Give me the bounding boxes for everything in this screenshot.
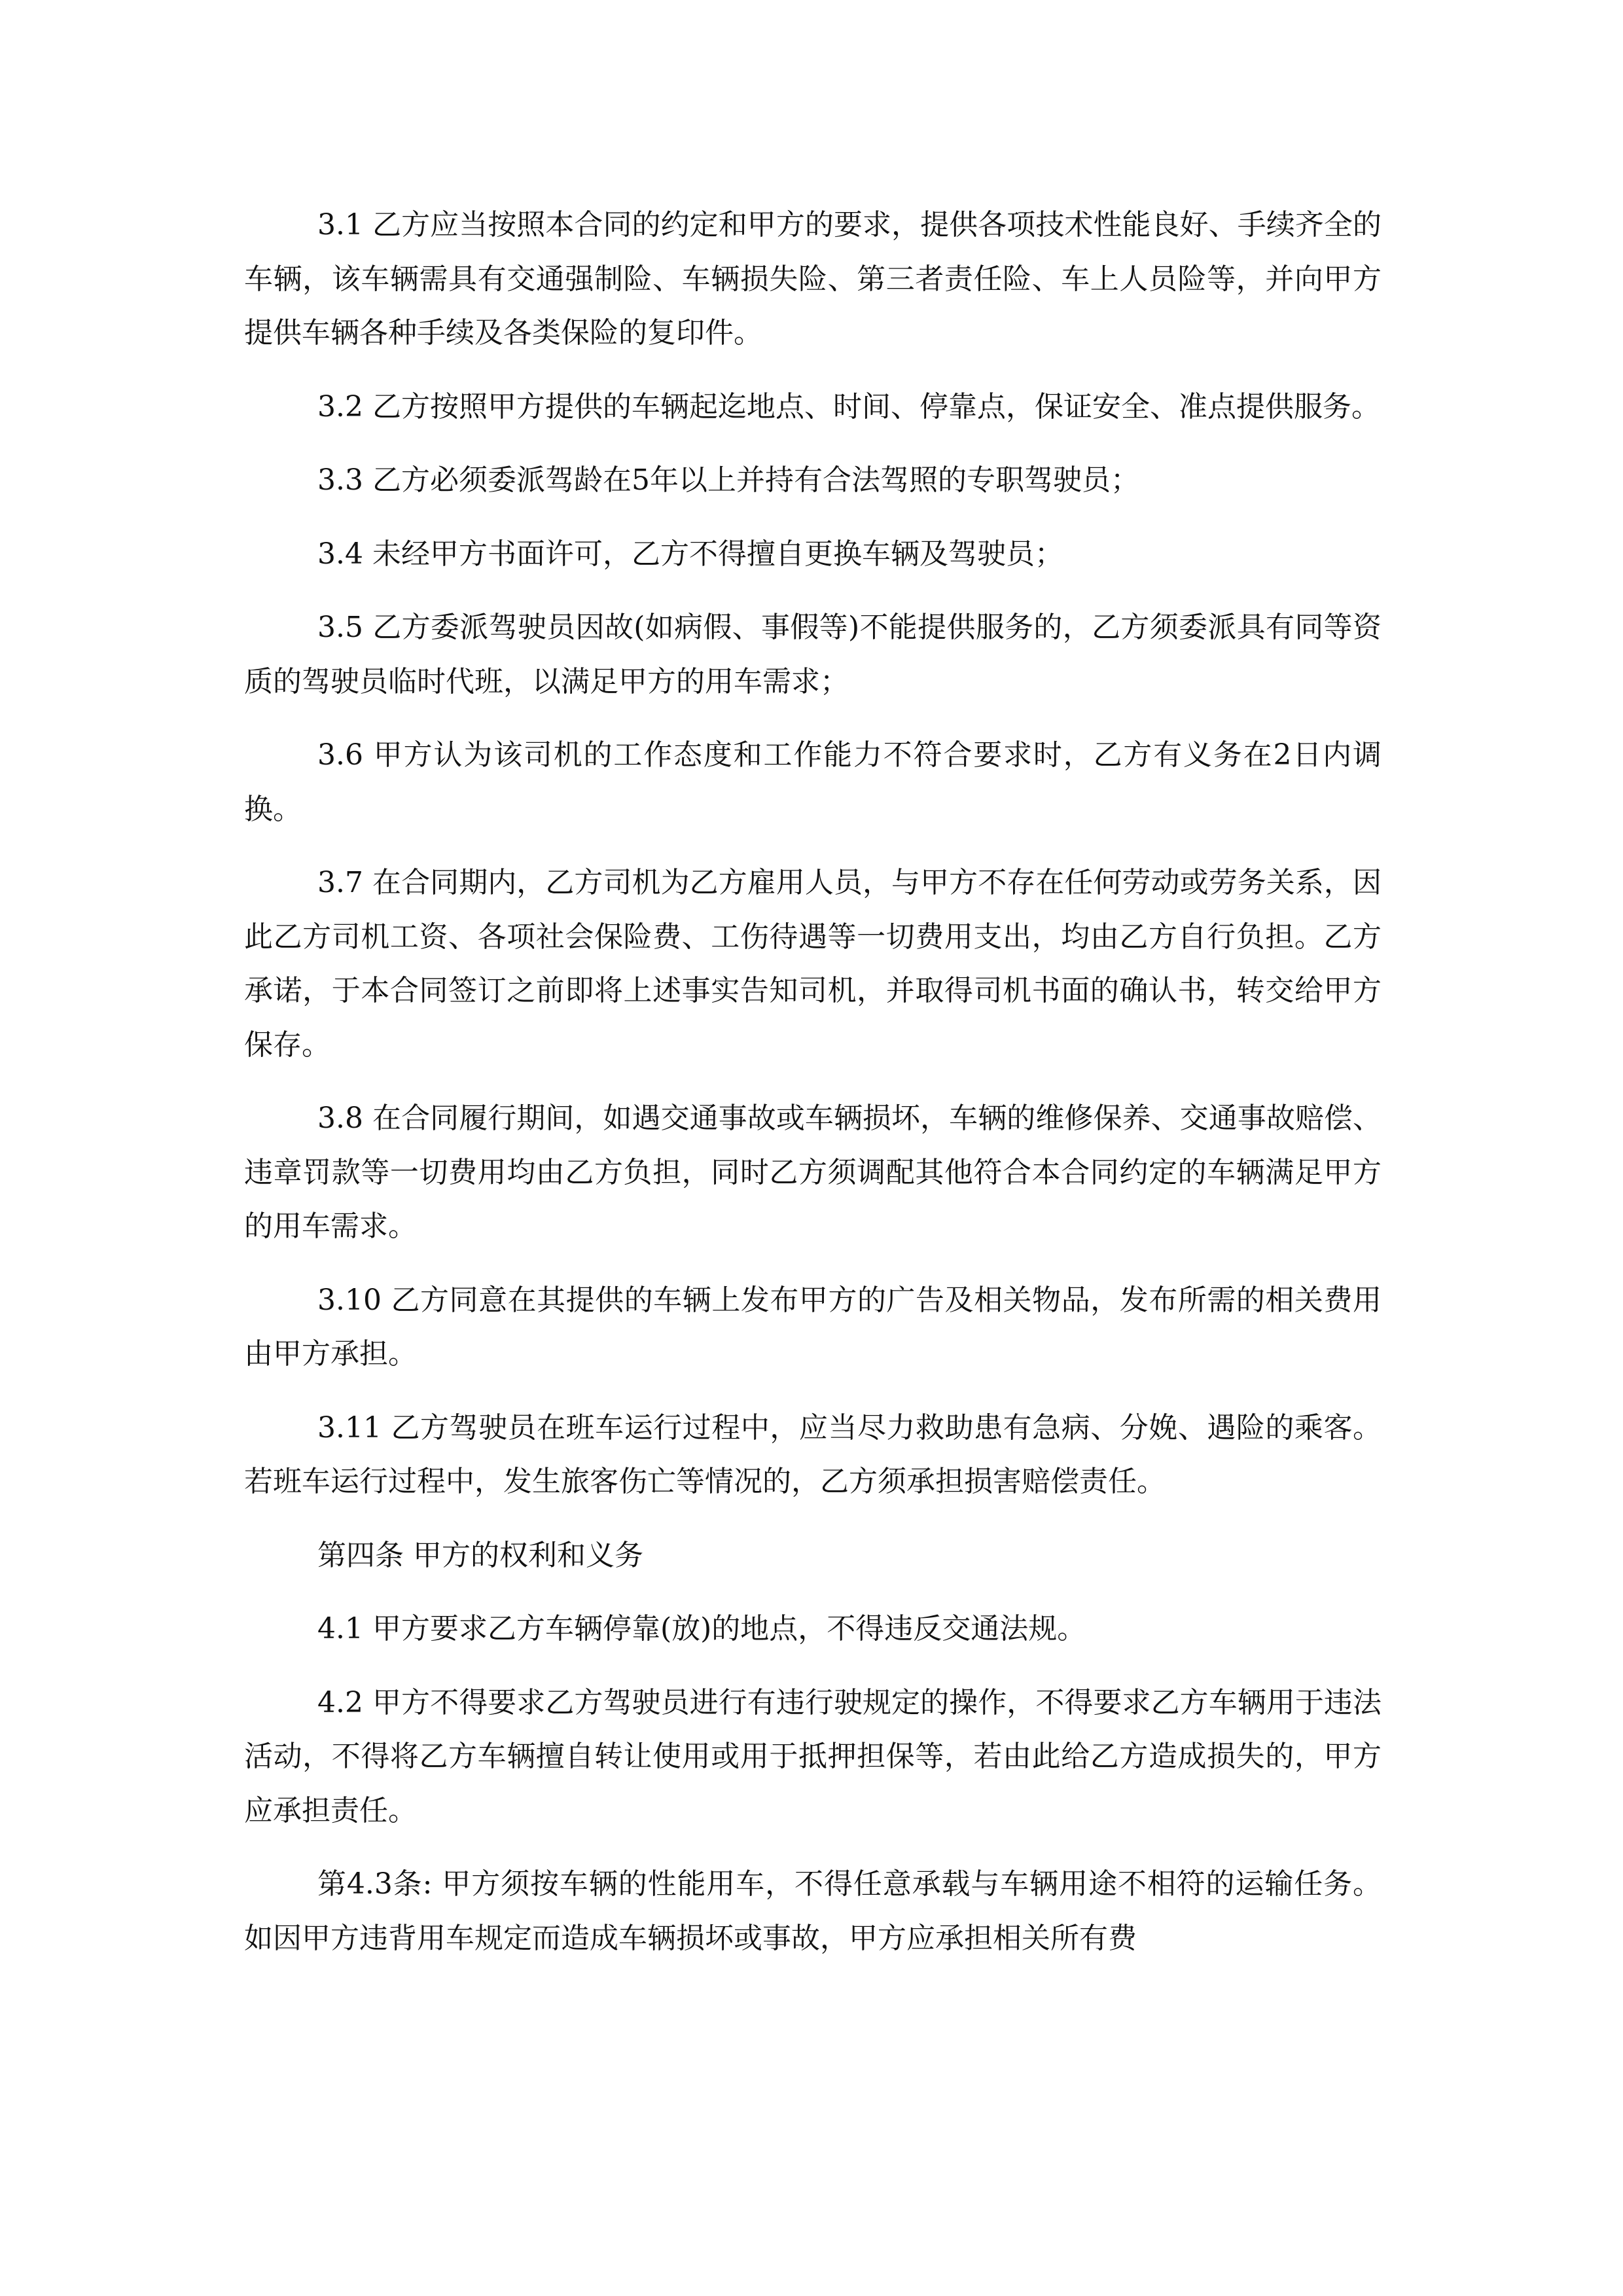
paragraph-3-3: 3.3 乙方必须委派驾龄在5年以上并持有合法驾照的专职驾驶员； <box>317 463 1139 497</box>
paragraph-4-3: 第4.3条: 甲方须按车辆的性能用车，不得任意承载与车辆用途不相符的运输任务。如因甲方违背用车规定而造成车辆损坏或事故，甲方应承担相关所有费 <box>244 1867 1382 1955</box>
paragraph-3-5: 3.5 乙方委派驾驶员因故(如病假、事假等)不能提供服务的，乙方须委派具有同等资质的驾驶员临时代班，以满足甲方的用车需求； <box>244 611 1382 698</box>
paragraph-3-7: 3.7 在合同期内，乙方司机为乙方雇用人员，与甲方不存在任何劳动或劳务关系，因此乙方司机工资、各项社会保险费、工伤待遇等一切费用支出，均由乙方自行负担。乙方承诺，于本合同签订之前即将上述事实告知司机，并取得司机书面的确认书，转交给甲方保存。 <box>244 866 1382 1062</box>
paragraph-4-2: 4.2 甲方不得要求乙方驾驶员进行有违行驶规定的操作，不得要求乙方车辆用于违法活动，不得将乙方车辆擅自转让使用或用于抵押担保等，若由此给乙方造成损失的，甲方应承担责任。 <box>244 1685 1382 1827</box>
paragraph-3-10: 3.10 乙方同意在其提供的车辆上发布甲方的广告及相关物品，发布所需的相关费用由甲方承担。 <box>244 1283 1382 1371</box>
paragraph-3-4: 3.4 未经甲方书面许可，乙方不得擅自更换车辆及驾驶员； <box>317 537 1063 571</box>
paragraph-3-2: 3.2 乙方按照甲方提供的车辆起迄地点、时间、停靠点，保证安全、准点提供服务。 <box>317 389 1380 423</box>
document-page <box>244 198 1382 1985</box>
paragraph-3-11: 3.11 乙方驾驶员在班车运行过程中，应当尽力救助患有急病、分娩、遇险的乘客。若班车运行过程中，发生旅客伤亡等情况的，乙方须承担损害赔偿责任。 <box>244 1410 1382 1498</box>
paragraph-3-1: 3.1 乙方应当按照本合同的约定和甲方的要求，提供各项技术性能良好、手续齐全的车辆，该车辆需具有交通强制险、车辆损失险、第三者责任险、车上人员险等，并向甲方提供车辆各种手续及各类保险的复印件。 <box>244 208 1382 350</box>
paragraph-3-8: 3.8 在合同履行期间，如遇交通事故或车辆损坏，车辆的维修保养、交通事故赔偿、违章罚款等一切费用均由乙方负担，同时乙方须调配其他符合本合同约定的车辆满足甲方的用车需求。 <box>244 1102 1382 1243</box>
paragraph-3-6: 3.6 甲方认为该司机的工作态度和工作能力不符合要求时，乙方有义务在2日内调换。 <box>244 738 1382 826</box>
paragraph-4-1: 4.1 甲方要求乙方车辆停靠(放)的地点，不得违反交通法规。 <box>317 1612 1086 1645</box>
section-heading-article-4: 第四条 甲方的权利和义务 <box>317 1538 643 1572</box>
